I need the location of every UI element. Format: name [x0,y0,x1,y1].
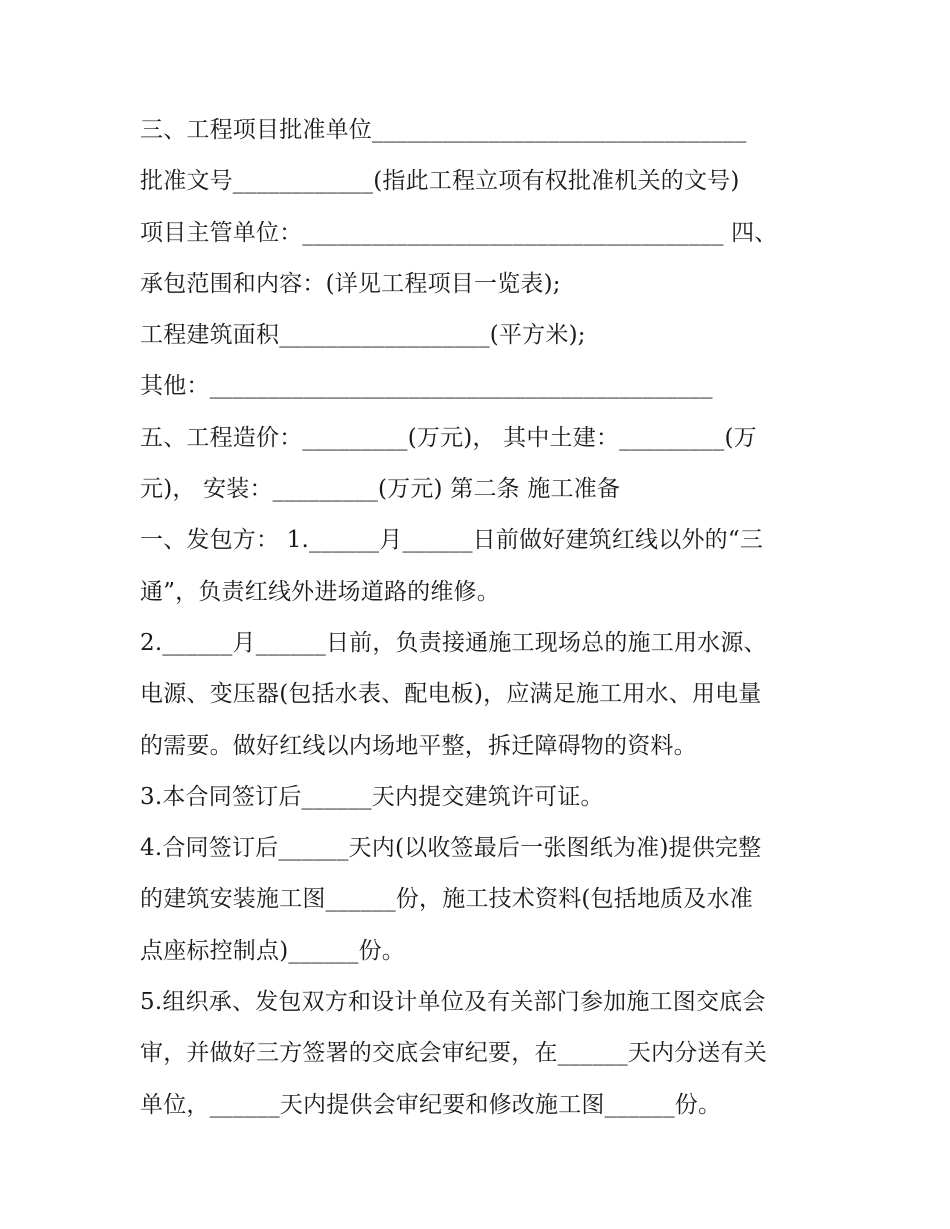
text-line: 三、工程项目批准单位________________________________ [140,117,747,143]
text-line: 点座标控制点)______份。 [140,937,405,964]
text-line: 工程建筑面积__________________(平方米); [140,322,586,349]
text-line: 4.合同签订后______天内(以收签最后一张图纸为准)提供完整 [140,835,762,862]
text-line: 五、工程造价：_________(万元)， 其中土建：_________(万 [140,424,757,451]
document-page [140,105,820,1131]
text-line: 单位，______天内提供会审纪要和修改施工图______份。 [140,1091,722,1118]
text-line: 承包范围和内容：(详见工程项目一览表); [140,270,561,297]
text-line: 其他：___________________________________________ [140,373,713,400]
text-line: 5.组织承、发包双方和设计单位及有关部门参加施工图交底会 [140,989,766,1016]
text-line: 3.本合同签订后______天内提交建筑许可证。 [140,783,604,810]
text-line: 一、发包方： 1.______月______日前做好建筑红线以外的“三 [140,527,764,554]
text-line: 2.______月______日前，负责接通施工现场总的施工用水源、 [140,629,767,656]
text-line: 审，并做好三方签署的交底会审纪要，在______天内分送有关 [140,1040,767,1067]
text-line: 元)， 安装：_________(万元) 第二条 施工准备 [140,476,621,503]
text-line: 批准文号____________(指此工程立项有权批准机关的文号) [140,168,740,195]
text-line: 通”，负责红线外进场道路的维修。 [140,578,500,605]
text-line: 电源、变压器(包括水表、配电板)，应满足施工用水、用电量 [140,681,762,708]
text-line: 的需要。做好红线以内场地平整，拆迁障碍物的资料。 [140,732,697,759]
text-line: 的建筑安装施工图______份，施工技术资料(包括地质及水准 [140,886,753,913]
text-line: 项目主管单位：____________________________________ 四、 [140,219,778,246]
